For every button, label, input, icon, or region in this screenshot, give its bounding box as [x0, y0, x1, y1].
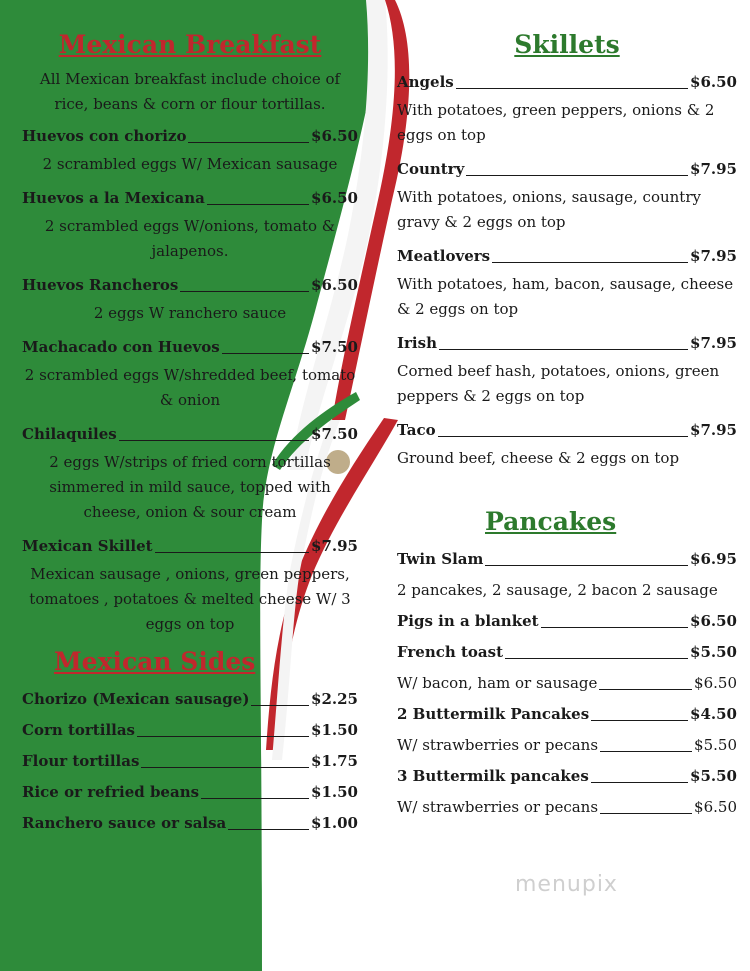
item-description: 2 scrambled eggs W/ Mexican sausage [42, 155, 338, 173]
item-price: $7.50 [311, 425, 358, 443]
item-price: $6.95 [690, 550, 737, 568]
item-name: Mexican Skillet [22, 537, 153, 555]
item-price: $6.50 [311, 276, 358, 294]
item-price: $7.95 [690, 160, 737, 178]
pancakes-title: Pancakes [485, 507, 617, 536]
item-description: 2 pancakes, 2 sausage, 2 bacon 2 sausage [397, 581, 718, 599]
item-price: $2.25 [311, 690, 358, 708]
item-price: $1.00 [311, 814, 358, 832]
item-price: $7.95 [690, 247, 737, 265]
item-name: Huevos Rancheros [22, 276, 179, 294]
item-description: Mexican sausage , onions, green peppers, tomatoes , potatoes & melted cheese W/ 3 eggs on top [29, 565, 351, 633]
item-name: Flour tortillas [22, 752, 140, 770]
item-description: With potatoes, onions, sausage, country gravy & 2 eggs on top [397, 188, 701, 231]
item-price: $1.50 [311, 783, 358, 801]
item-price: $1.50 [311, 721, 358, 739]
item-price: $6.50 [311, 189, 358, 207]
item-addon [397, 668, 737, 699]
menu-item [397, 67, 737, 98]
side-item [22, 777, 358, 808]
item-name: Rice or refried beans [22, 783, 200, 801]
menu-item [397, 637, 737, 668]
item-name: Twin Slam [397, 550, 484, 568]
item-description: 2 eggs W ranchero sauce [93, 304, 287, 322]
side-item [22, 746, 358, 777]
item-price: $5.50 [690, 643, 737, 661]
item-price: $7.95 [690, 334, 737, 352]
item-name: Pigs in a blanket [397, 612, 539, 630]
item-name: Country [397, 160, 465, 178]
item-addon [397, 792, 737, 823]
item-addon [397, 730, 737, 761]
item-description: Ground beef, cheese & 2 eggs on top [397, 449, 680, 467]
menu-item [397, 699, 737, 730]
item-name: Huevos con chorizo [22, 127, 187, 145]
item-name: 3 Buttermilk pancakes [397, 767, 589, 785]
menu-item [22, 270, 358, 301]
menu-item [397, 606, 737, 637]
menu-item [397, 761, 737, 792]
mexican-sides-title: Mexican Sides [54, 647, 256, 676]
item-name: Ranchero sauce or salsa [22, 814, 227, 832]
side-item [22, 808, 358, 839]
mexican-breakfast-intro: All Mexican breakfast include choice of rice, beans & corn or flour tortillas. [39, 70, 341, 113]
menu-item [22, 121, 358, 152]
item-price: $6.50 [690, 73, 737, 91]
menu-item [397, 241, 737, 272]
item-price: $1.75 [311, 752, 358, 770]
item-name: Machacado con Huevos [22, 338, 220, 356]
item-price: $7.95 [690, 421, 737, 439]
item-description: 2 scrambled eggs W/onions, tomato & jalapenos. [44, 217, 336, 260]
menupix-watermark: menupix [515, 872, 618, 897]
mexican-breakfast-title: Mexican Breakfast [58, 30, 322, 59]
addon-price: $6.50 [694, 798, 737, 816]
menu-item [22, 183, 358, 214]
menu-item [397, 544, 737, 575]
addon-text: W/ bacon, ham or sausage [397, 674, 598, 692]
addon-text: W/ strawberries or pecans [397, 736, 599, 754]
menu-item [397, 154, 737, 185]
item-description: 2 scrambled eggs W/shredded beef, tomato & onion [24, 366, 356, 409]
item-name: 2 Buttermilk Pancakes [397, 705, 590, 723]
item-name: Corn tortillas [22, 721, 135, 739]
item-name: French toast [397, 643, 504, 661]
addon-price: $6.50 [694, 674, 737, 692]
menu-item [22, 419, 358, 450]
item-description: 2 eggs W/strips of fried corn tortillas simmered in mild sauce, topped with cheese, onion & sour cream [49, 453, 331, 521]
left-column [22, 30, 358, 839]
item-name: Taco [397, 421, 436, 439]
right-column [397, 30, 737, 823]
addon-price: $5.50 [694, 736, 737, 754]
item-name: Chorizo (Mexican sausage) [22, 690, 250, 708]
item-description: With potatoes, green peppers, onions & 2 eggs on top [397, 101, 715, 144]
item-price: $6.50 [311, 127, 358, 145]
item-price: $7.50 [311, 338, 358, 356]
item-name: Irish [397, 334, 437, 352]
side-item [22, 715, 358, 746]
menu-item [397, 415, 737, 446]
addon-text: W/ strawberries or pecans [397, 798, 599, 816]
menu-item [22, 332, 358, 363]
item-name: Huevos a la Mexicana [22, 189, 205, 207]
menu-item [22, 531, 358, 562]
menu-item [397, 328, 737, 359]
item-description: Corned beef hash, potatoes, onions, green peppers & 2 eggs on top [397, 362, 720, 405]
item-description: With potatoes, ham, bacon, sausage, cheese & 2 eggs on top [397, 275, 734, 318]
item-price: $4.50 [690, 705, 737, 723]
side-item [22, 684, 358, 715]
item-name: Meatlovers [397, 247, 491, 265]
skillets-title: Skillets [514, 30, 620, 59]
item-price: $7.95 [311, 537, 358, 555]
item-price: $5.50 [690, 767, 737, 785]
item-name: Chilaquiles [22, 425, 117, 443]
item-price: $6.50 [690, 612, 737, 630]
item-name: Angels [397, 73, 454, 91]
